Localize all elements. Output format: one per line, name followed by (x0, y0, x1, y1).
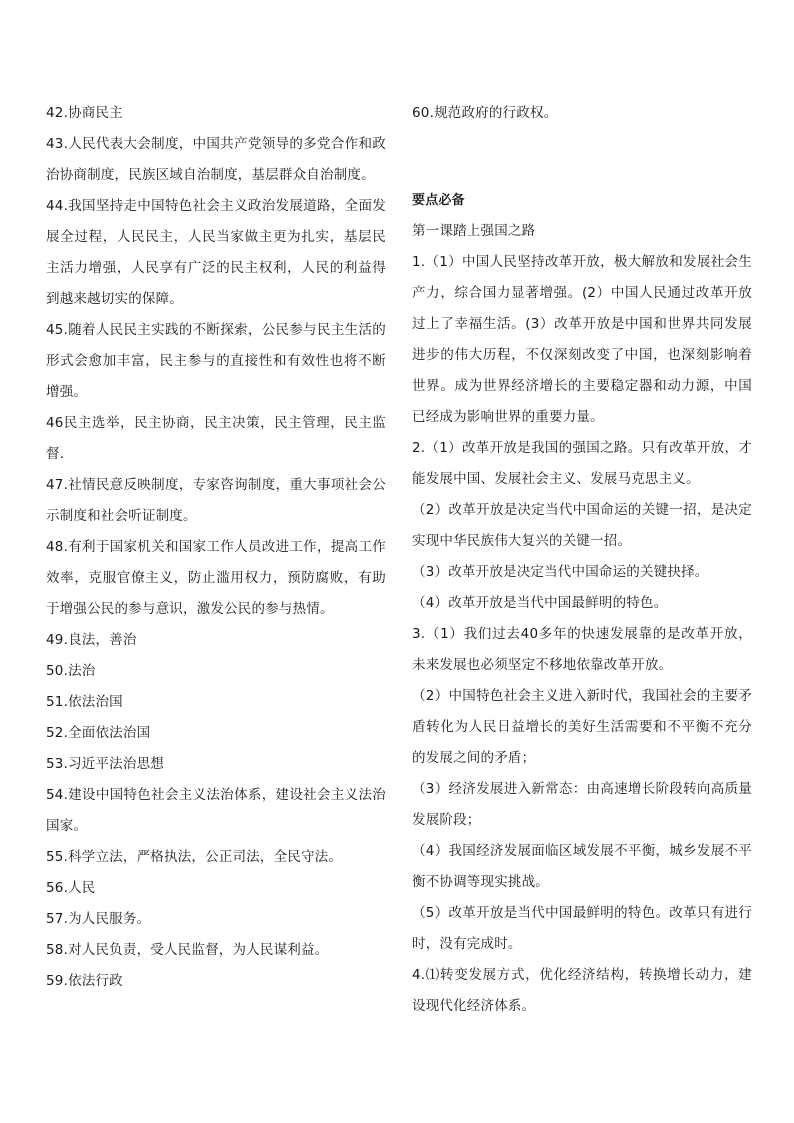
key-point-item: （2）中国特色社会主义进入新时代，我国社会的主要矛盾转化为人民日益增长的美好生活需要和不平衡不充分的发展之间的矛盾； (412, 688, 752, 766)
section-gap (412, 129, 752, 185)
answer-item: 58.对人民负责，受人民监督，为人民谋利益。 (46, 942, 329, 958)
answer-item: 55.科学立法，严格执法，公正司法，全民守法。 (46, 849, 343, 865)
answer-item: 50.法治 (46, 663, 96, 679)
answer-item: 44.我国坚持走中国特色社会主义政治发展道路，全面发展全过程，人民民主，人民当家做主更为扎实，基层民主活力增强，人民享有广泛的民主权利，人民的利益得到越来越切实的保障。 (46, 198, 386, 307)
left-column (46, 98, 386, 997)
key-point-item: （4）我国经济发展面临区域发展不平衡，城乡发展不平衡不协调等现实挑战。 (412, 843, 752, 890)
answer-item: 46民主选举，民主协商，民主决策，民主管理，民主监督. (46, 415, 386, 462)
answer-item: 53.习近平法治思想 (46, 756, 164, 772)
key-point-item: （3）经济发展进入新常态：由高速增长阶段转向高质量发展阶段； (412, 781, 752, 828)
answer-item: 48.有利于国家机关和国家工作人员改进工作，提高工作效率，克服官僚主义，防止滥用权力，预防腐败，有助于增强公民的参与意识，激发公民的参与热情。 (46, 539, 386, 617)
answer-item: 54.建设中国特色社会主义法治体系，建设社会主义法治国家。 (46, 787, 386, 834)
key-point-item: （3）改革开放是决定当代中国命运的关键抉择。 (412, 564, 709, 580)
answer-item: 56.人民 (46, 880, 96, 896)
answer-item: 42.协商民主 (46, 105, 123, 121)
key-point-item: 3.（1）我们过去40多年的快速发展靠的是改革开放，未来发展也必须坚定不移地依靠改革开放。 (412, 626, 752, 673)
answer-item: 57.为人民服务。 (46, 911, 151, 927)
key-point-item: 1.（1）中国人民坚持改革开放，极大解放和发展社会生产力，综合国力显著增强。(2）中国人民通过改革开放过上了幸福生活。(3）改革开放是中国和世界共同发展进步的伟大历程，不仅深刻改变了中国，也深刻影响着世界。成为世界经济增长的主要稳定器和动力源，中国已经成为影响世界的重要力量。 (412, 254, 752, 425)
answer-item: 51.依法治国 (46, 694, 123, 710)
answer-item: 49.良法，善治 (46, 632, 137, 648)
answer-item: 45.随着人民民主实践的不断探索，公民参与民主生活的形式会愈加丰富，民主参与的直接性和有效性也将不断增强。 (46, 322, 386, 400)
key-point-item: 4.⑴转变发展方式，优化经济结构，转换增长动力，建设现代化经济体系。 (412, 967, 752, 1014)
answer-item: 43.人民代表大会制度，中国共产党领导的多党合作和政治协商制度，民族区域自治制度，基层群众自治制度。 (46, 136, 386, 183)
right-column (412, 98, 752, 1022)
section-heading: 要点必备 (412, 193, 465, 208)
key-point-item: 2.（1）改革开放是我国的强国之路。只有改革开放，才能发展中国、发展社会主义、发展马克思主义。 (412, 440, 752, 487)
answer-item: 52.全面依法治国 (46, 725, 151, 741)
answer-item: 47.社情民意反映制度，专家咨询制度，重大事项社会公示制度和社会听证制度。 (46, 477, 386, 524)
key-point-item: （4）改革开放是当代中国最鲜明的特色。 (412, 595, 668, 611)
answer-item: 59.依法行政 (46, 973, 123, 989)
key-point-item: （5）改革开放是当代中国最鲜明的特色。改革只有进行时，没有完成时。 (412, 905, 752, 952)
lesson-title: 第一课踏上强国之路 (412, 223, 536, 239)
answer-item: 60.规范政府的行政权。 (412, 105, 558, 121)
key-point-item: （2）改革开放是决定当代中国命运的关键一招，是决定实现中华民族伟大复兴的关键一招。 (412, 502, 752, 549)
